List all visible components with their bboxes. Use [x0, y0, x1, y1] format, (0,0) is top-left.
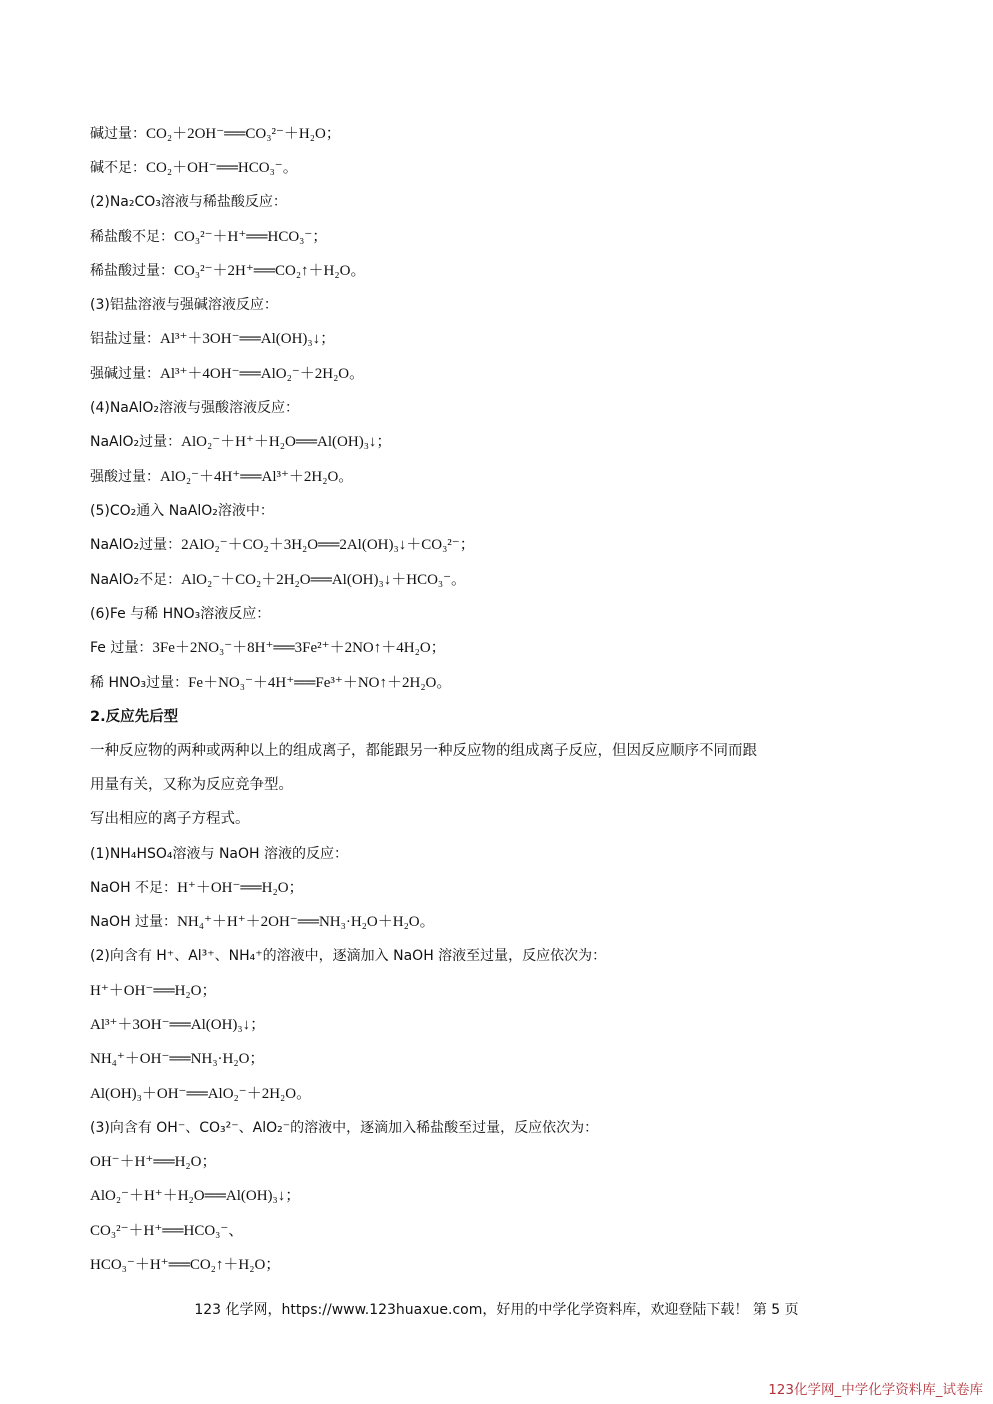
equation-line: [90, 1049, 264, 1069]
instruction-text: 写出相应的离子方程式。: [90, 811, 250, 827]
equation: NH₄⁺＋OH⁻══NH₃·H₂O；: [90, 1051, 265, 1067]
equation: H⁺＋OH⁻══H₂O；: [177, 880, 304, 896]
subsection-title: [90, 398, 299, 418]
line-label: NaAlO₂过量：: [90, 537, 182, 553]
equation: Al³⁺＋3OH⁻══Al(OH)₃↓；: [160, 331, 336, 347]
equation: CO₃²⁻＋H⁺══HCO₃⁻、: [90, 1223, 244, 1239]
equation-line: [90, 1255, 280, 1275]
line-label: 铝盐过量：: [90, 331, 160, 347]
subsection-title: [90, 295, 278, 315]
equation: AlO₂⁻＋H⁺＋H₂O══Al(OH)₃↓；: [90, 1188, 301, 1204]
equation: AlO₂⁻＋CO₂＋2H₂O══Al(OH)₃↓＋HCO₃⁻。: [181, 572, 467, 588]
equation-line: [90, 570, 466, 590]
equation: Al³⁺＋4OH⁻══AlO₂⁻＋2H₂O。: [160, 366, 365, 382]
equation-line: [90, 981, 216, 1001]
equation-line: [90, 1084, 311, 1104]
equation: AlO₂⁻＋4H⁺══Al³⁺＋2H₂O。: [160, 469, 354, 485]
equation: OH⁻＋H⁺══H₂O；: [90, 1154, 217, 1170]
line-label: (2)向含有 H⁺、Al³⁺、NH₄⁺的溶液中，逐滴加入 NaOH 溶液至过量，反应依次为：: [90, 948, 607, 964]
line-label: NaOH 过量：: [90, 914, 178, 930]
equation-line: [90, 432, 391, 452]
line-label: (5)CO₂通入 NaAlO₂溶液中：: [90, 503, 274, 519]
equation: NH₄⁺＋H⁺＋2OH⁻══NH₃·H₂O＋H₂O。: [177, 914, 435, 930]
subsection-title: [90, 844, 348, 864]
line-label: (6)Fe 与稀 HNO₃溶液反应：: [90, 606, 271, 622]
equation-line: [90, 535, 475, 555]
subsection-title: [90, 604, 270, 624]
line-label: 强酸过量：: [90, 469, 160, 485]
line-label: (3)铝盐溶液与强碱溶液反应：: [90, 297, 278, 313]
equation: H⁺＋OH⁻══H₂O；: [90, 983, 217, 999]
equation-line: [90, 364, 364, 384]
page-footer: 123 化学网，https://www.123huaxue.com，好用的中学化学资料库，欢迎登陆下载！ 第 5 页: [194, 1302, 799, 1318]
equation: Fe＋NO₃⁻＋4H⁺══Fe³⁺＋NO↑＋2H₂O。: [188, 675, 452, 691]
equation-line: [90, 329, 335, 349]
equation-line: [90, 158, 298, 178]
equation: CO₃²⁻＋H⁺══HCO₃⁻；: [174, 229, 328, 245]
intro-paragraph: 一种反应物的两种或两种以上的组成离子，都能跟另一种反应物的组成离子反应，但因反应顺序不同而跟: [90, 743, 757, 759]
line-label: NaAlO₂过量：: [90, 434, 182, 450]
line-label: 强碱过量：: [90, 366, 160, 382]
equation-line: [90, 878, 304, 898]
line-label: (1)NH₄HSO₄溶液与 NaOH 溶液的反应：: [90, 846, 348, 862]
equation-line: [90, 1152, 216, 1172]
equation: Al³⁺＋3OH⁻══Al(OH)₃↓；: [90, 1017, 266, 1033]
subsection-title: [90, 192, 287, 212]
section-heading: 2.反应先后型: [90, 709, 179, 725]
watermark-text: 123化学网_中学化学资料库_试卷库: [768, 1382, 983, 1398]
equation: CO₃²⁻＋2H⁺══CO₂↑＋H₂O。: [174, 263, 366, 279]
equation-line: [90, 1015, 265, 1035]
equation-line: [90, 467, 353, 487]
equation: CO₂＋2OH⁻══CO₃²⁻＋H₂O；: [146, 126, 341, 142]
equation-line: [90, 912, 435, 932]
equation-line: [90, 673, 451, 693]
subsection-title: [90, 1118, 598, 1138]
equation-line: [90, 1186, 300, 1206]
line-label: (4)NaAlO₂溶液与强酸溶液反应：: [90, 400, 299, 416]
line-label: NaOH 不足：: [90, 880, 178, 896]
equation: AlO₂⁻＋H⁺＋H₂O══Al(OH)₃↓；: [181, 434, 392, 450]
line-label: 碱过量：: [90, 126, 146, 142]
line-label: (3)向含有 OH⁻、CO₃²⁻、AlO₂⁻的溶液中，逐滴加入稀盐酸至过量，反应依次为：: [90, 1120, 599, 1136]
line-label: Fe 过量：: [90, 640, 153, 656]
equation: CO₂＋OH⁻══HCO₃⁻。: [146, 160, 298, 176]
line-label: 稀 HNO₃过量：: [90, 675, 189, 691]
subsection-title: [90, 501, 274, 521]
intro-paragraph: 用量有关，又称为反应竞争型。: [90, 777, 293, 793]
equation: 3Fe＋2NO₃⁻＋8H⁺══3Fe²⁺＋2NO↑＋4H₂O；: [152, 640, 446, 656]
equation: 2AlO₂⁻＋CO₂＋3H₂O══2Al(OH)₃↓＋CO₃²⁻；: [181, 537, 475, 553]
equation-line: [90, 227, 327, 247]
equation: HCO₃⁻＋H⁺══CO₂↑＋H₂O；: [90, 1257, 281, 1273]
equation-line: [90, 124, 341, 144]
equation-line: [90, 1221, 243, 1241]
line-label: 稀盐酸不足：: [90, 229, 174, 245]
line-label: NaAlO₂不足：: [90, 572, 182, 588]
line-label: (2)Na₂CO₃溶液与稀盐酸反应：: [90, 194, 287, 210]
line-label: 稀盐酸过量：: [90, 263, 174, 279]
equation-line: [90, 638, 446, 658]
equation: Al(OH)₃＋OH⁻══AlO₂⁻＋2H₂O。: [90, 1086, 312, 1102]
subsection-title: [90, 946, 606, 966]
line-label: 碱不足：: [90, 160, 146, 176]
equation-line: [90, 261, 365, 281]
